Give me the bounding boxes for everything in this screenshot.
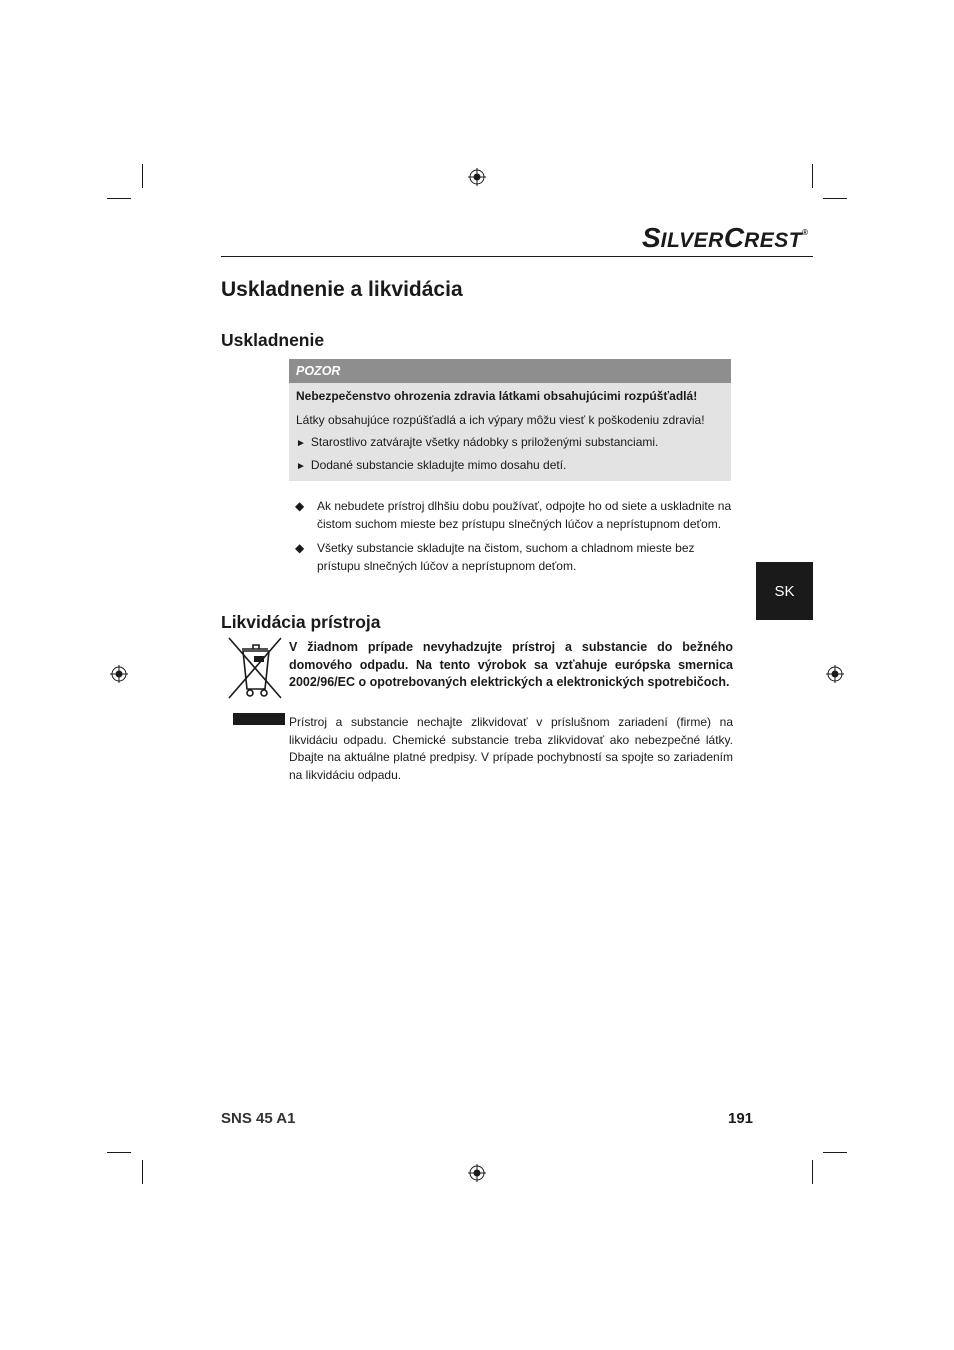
arrow-right-icon: ► — [296, 438, 306, 449]
registered-mark: ® — [802, 228, 808, 237]
warning-item-text: Dodané substancie skladujte mimo dosahu detí. — [310, 458, 567, 472]
diamond-bullet-icon: ◆ — [295, 541, 305, 555]
section-heading-disposal: Likvidácia prístroja — [221, 612, 381, 632]
list-item-text: Ak nebudete prístroj dlhšiu dobu používať, odpojte ho od siete a uskladnite na čistom suchom mieste bez prístupu slnečných lúčov a neprístupnom deťom. — [317, 499, 732, 531]
registration-mark-icon — [110, 665, 128, 683]
crop-mark — [823, 1152, 847, 1153]
list-item-text: Všetky substancie skladujte na čistom, suchom a chladnom mieste bez prístupu slnečných lúčov a neprístupnom deťom. — [317, 541, 695, 573]
header-rule — [221, 256, 813, 257]
brand-word: ILVER — [660, 229, 724, 252]
crop-mark — [107, 198, 131, 199]
disposal-warning: V žiadnom prípade nevyhadzujte prístroj a substancie do bežného domového odpadu. Na tento výrobok sa vzťahuje európska smernica 2002/96/EC o opotrebovaných elektrických a elektronických spotrebičoch. — [289, 640, 733, 689]
diamond-bullet-icon: ◆ — [295, 499, 305, 513]
crossed-out-wheelie-bin-icon — [226, 634, 284, 702]
section-heading-storage: Uskladnenie — [221, 330, 325, 350]
warning-item-text: Starostlivo zatvárajte všetky nádobky s priloženými substanciami. — [310, 435, 659, 449]
registration-mark-icon — [826, 665, 844, 683]
warning-text: Látky obsahujúce rozpúšťadlá a ich výpary môžu viesť k poškodeniu zdravia! — [296, 413, 705, 427]
arrow-right-icon: ► — [296, 461, 306, 472]
crop-mark — [812, 1160, 813, 1184]
list-item — [295, 539, 733, 575]
disposal-text: Prístroj a substancie nechajte zlikvidovať v príslušnom zariadení (firme) na likvidáciu odpadu. Chemické substancie treba zlikvidovať ako nebezpečné látky. Dbajte na aktuálne platné predpisy. V prípade pochybností sa spojte so zariadením na likvidáciu odpadu. — [289, 715, 733, 782]
warning-box — [289, 359, 731, 481]
crop-mark — [812, 164, 813, 188]
warning-headline: Nebezpečenstvo ohrozenia zdravia látkami obsahujúcimi rozpúšťadlá! — [296, 389, 698, 403]
warning-body — [289, 383, 731, 481]
language-tab: SK — [756, 562, 813, 620]
registration-mark-icon — [468, 1164, 486, 1182]
warning-item — [296, 434, 724, 452]
warning-item — [296, 457, 724, 475]
registration-mark-icon — [468, 168, 486, 186]
crop-mark — [142, 1160, 143, 1184]
page-number: 191 — [728, 1110, 754, 1127]
bin-underline-bar — [233, 713, 285, 725]
crop-mark — [107, 1152, 131, 1153]
brand-logo — [604, 222, 808, 252]
brand-initial: S — [641, 222, 661, 253]
list-item — [295, 497, 733, 533]
brand-initial: C — [723, 222, 745, 253]
crop-mark — [142, 164, 143, 188]
model-number: SNS 45 A1 — [221, 1110, 296, 1127]
warning-label: POZOR — [289, 359, 731, 383]
crop-mark — [823, 198, 847, 199]
page-title: Uskladnenie a likvidácia — [221, 278, 463, 301]
brand-word: REST — [744, 229, 803, 252]
